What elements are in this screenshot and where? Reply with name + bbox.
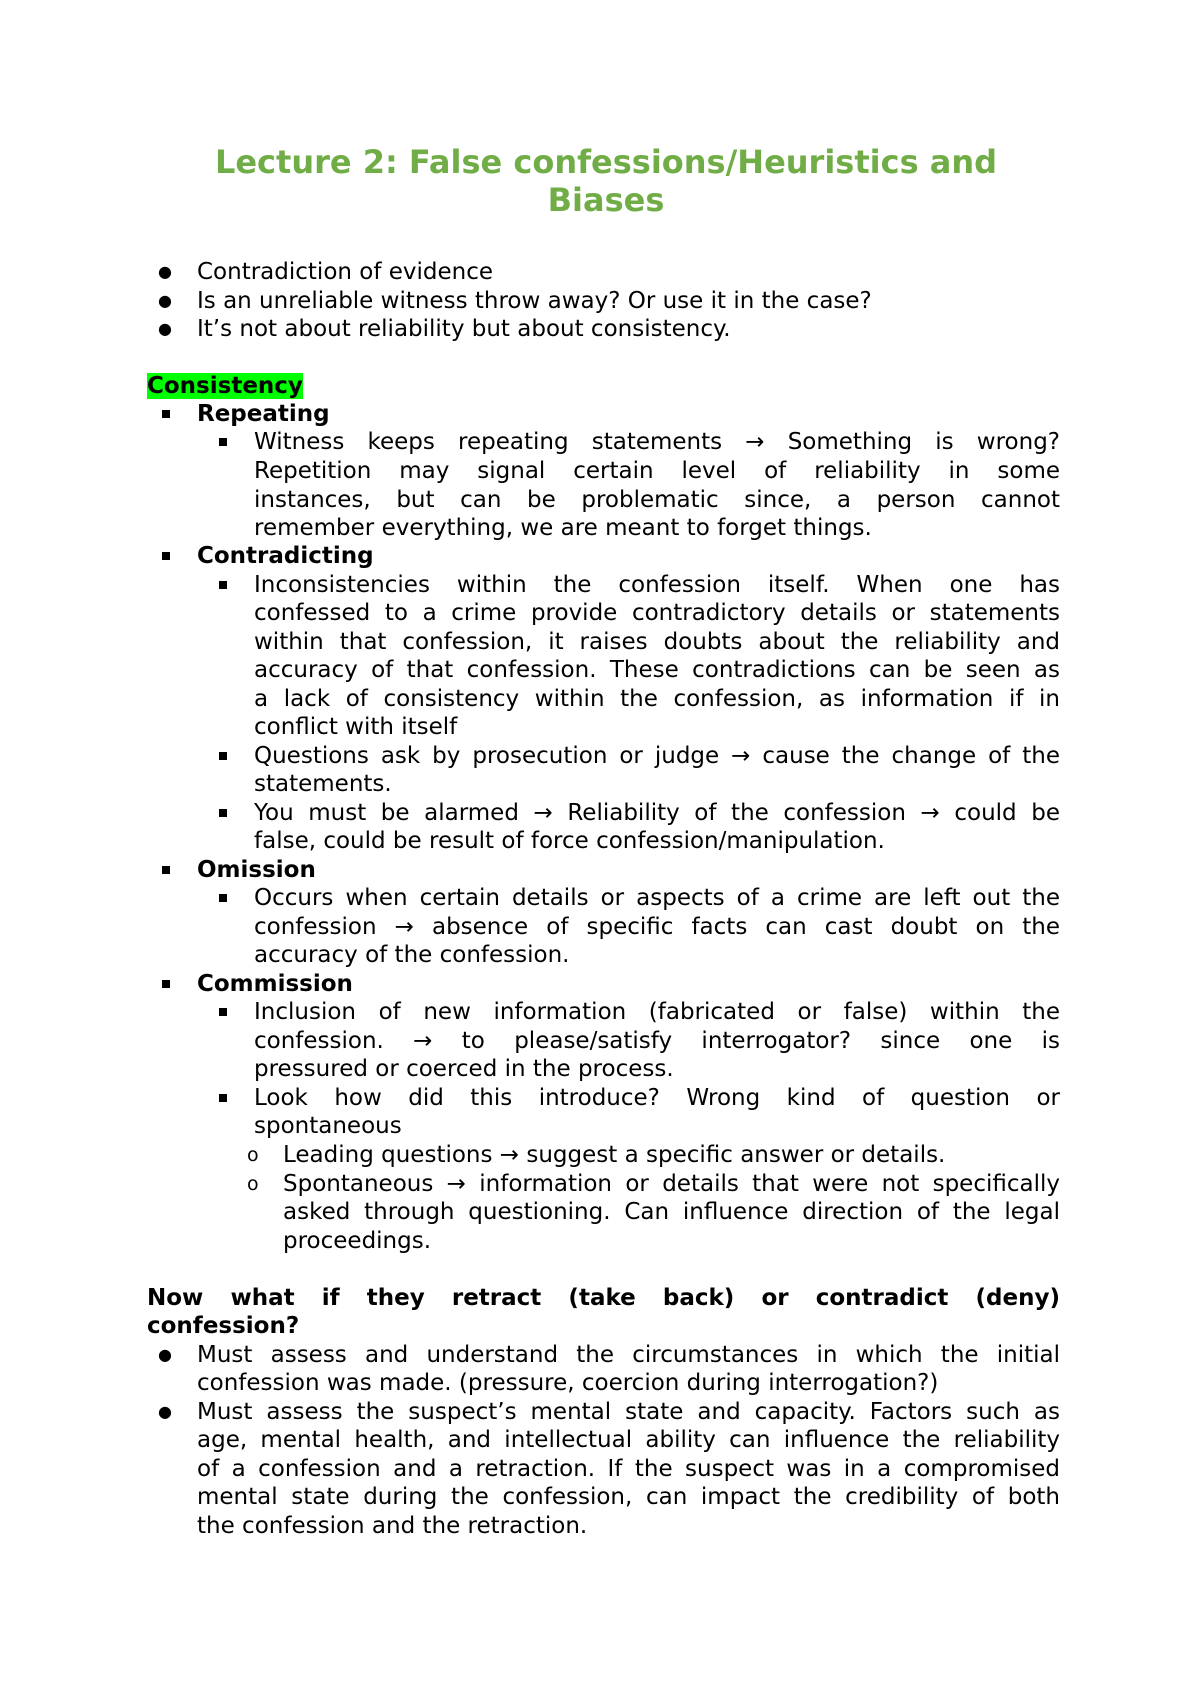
section-heading-consistency <box>147 372 303 400</box>
contradicting-item-line: a lack of consistency within the confession, as information if in <box>254 686 1060 712</box>
repeating-item-line: remember everything, we are meant to forget things. <box>254 515 872 541</box>
contradicting-item-line: statements. <box>254 771 392 797</box>
commission-item-line: Inclusion of new information (fabricated or false) within the <box>254 999 1060 1025</box>
title-line-2: Biases <box>547 181 665 219</box>
contradicting-item-line: confessed to a crime provide contradictory details or statements <box>254 600 1060 626</box>
contradicting-item-line: conflict with itself <box>254 714 458 740</box>
subheading-repeating: Repeating <box>197 401 330 427</box>
contradicting-item-line: Questions ask by prosecution or judge → cause the change of the <box>254 743 1060 769</box>
subheading-omission: Omission <box>197 857 316 883</box>
square-bullet <box>162 980 170 988</box>
bullet-dot: ● <box>158 291 172 310</box>
omission-item-line: Occurs when certain details or aspects of a crime are left out the <box>254 885 1060 911</box>
bullet-dot: ● <box>158 1402 172 1421</box>
omission-item-line: confession → absence of specific facts can cast doubt on the <box>254 914 1060 940</box>
retract-item-line: mental state during the confession, can impact the credibility of both <box>197 1484 1060 1510</box>
retract-item-line: the confession and the retraction. <box>197 1513 588 1539</box>
page-title <box>147 143 1065 219</box>
square-bullet <box>219 809 227 817</box>
highlighted-heading: Consistency <box>147 373 303 399</box>
circle-bullet: o <box>247 1144 259 1166</box>
square-bullet <box>162 552 170 560</box>
circle-bullet: o <box>247 1173 259 1195</box>
commission-item-line: Look how did this introduce? Wrong kind of question or <box>254 1085 1060 1111</box>
intro-item-3: It’s not about reliability but about consistency. <box>197 316 731 342</box>
repeating-item-line: Witness keeps repeating statements → Something is wrong? <box>254 429 1060 455</box>
retract-item-line: confession was made. (pressure, coercion during interrogation?) <box>197 1370 939 1396</box>
square-bullet <box>219 894 227 902</box>
bullet-dot: ● <box>158 319 172 338</box>
intro-item-1: Contradiction of evidence <box>197 259 494 285</box>
subheading-commission: Commission <box>197 971 353 997</box>
title-line-1: Lecture 2: False confessions/Heuristics and <box>214 143 998 181</box>
square-bullet <box>162 410 170 418</box>
bullet-dot: ● <box>158 1345 172 1364</box>
commission-item-line: pressured or coerced in the process. <box>254 1056 674 1082</box>
square-bullet <box>219 1008 227 1016</box>
contradicting-item-line: accuracy of that confession. These contradictions can be seen as <box>254 657 1060 683</box>
contradicting-item-line: Inconsistencies within the confession itself. When one has <box>254 572 1060 598</box>
square-bullet <box>162 866 170 874</box>
section-heading-retract: confession? <box>147 1313 300 1339</box>
contradicting-item-line: false, could be result of force confession/manipulation. <box>254 828 885 854</box>
repeating-item-line: Repetition may signal certain level of reliability in some <box>254 458 1060 484</box>
retract-item-line: Must assess and understand the circumstances in which the initial <box>197 1342 1060 1368</box>
commission-item-line: spontaneous <box>254 1113 402 1139</box>
intro-item-2: Is an unreliable witness throw away? Or use it in the case? <box>197 288 872 314</box>
omission-item-line: accuracy of the confession. <box>254 942 570 968</box>
square-bullet <box>219 438 227 446</box>
contradicting-item-line: within that confession, it raises doubts about the reliability and <box>254 629 1060 655</box>
commission-subitem-line: Leading questions → suggest a specific answer or details. <box>283 1142 946 1168</box>
bullet-dot: ● <box>158 262 172 281</box>
commission-subitem-line: Spontaneous → information or details that were not specifically <box>283 1171 1060 1197</box>
commission-item-line: confession. → to please/satisfy interrogator? since one is <box>254 1028 1060 1054</box>
section-heading-retract: Now what if they retract (take back) or contradict (deny) <box>147 1285 1060 1311</box>
square-bullet <box>219 581 227 589</box>
commission-subitem-line: proceedings. <box>283 1228 432 1254</box>
repeating-item-line: instances, but can be problematic since, a person cannot <box>254 487 1060 513</box>
retract-item-line: Must assess the suspect’s mental state and capacity. Factors such as <box>197 1399 1060 1425</box>
retract-item-line: age, mental health, and intellectual ability can influence the reliability <box>197 1427 1060 1453</box>
subheading-contradicting: Contradicting <box>197 543 374 569</box>
commission-subitem-line: asked through questioning. Can influence direction of the legal <box>283 1199 1060 1225</box>
square-bullet <box>219 752 227 760</box>
contradicting-item-line: You must be alarmed → Reliability of the confession → could be <box>254 800 1060 826</box>
retract-item-line: of a confession and a retraction. If the suspect was in a compromised <box>197 1456 1060 1482</box>
square-bullet <box>219 1094 227 1102</box>
